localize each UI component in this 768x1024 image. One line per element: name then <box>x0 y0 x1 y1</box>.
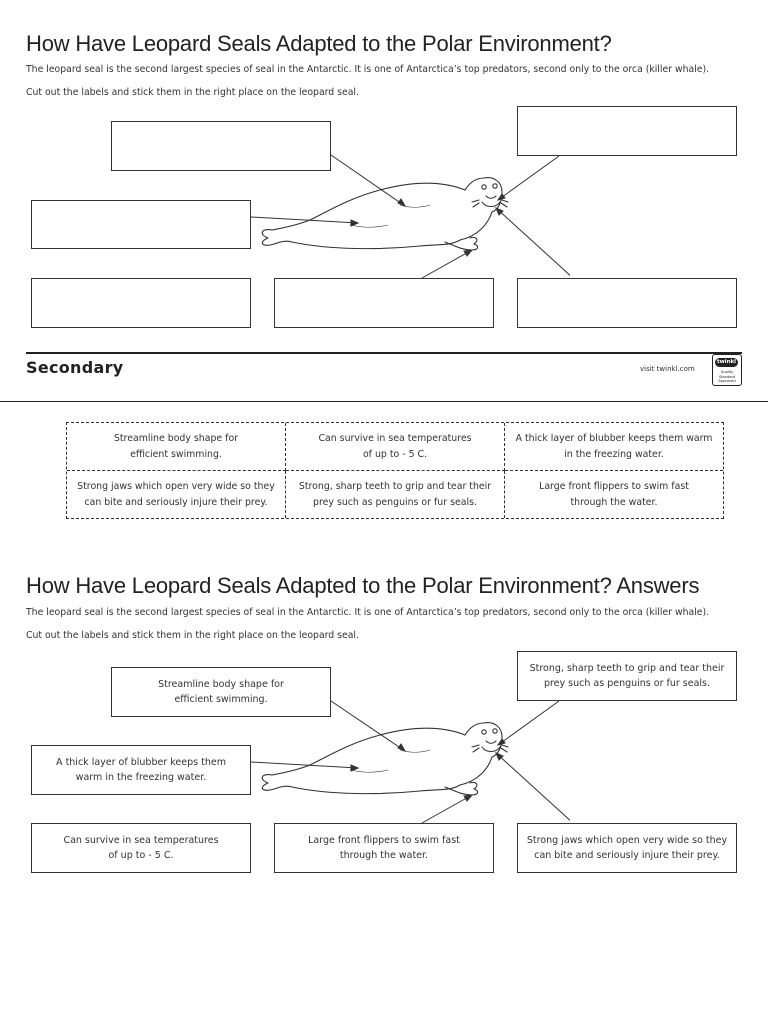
cutout-line: Streamline body shape for <box>113 432 239 444</box>
answer-line: efficient swimming. <box>174 694 268 705</box>
leopard-seal-illustration-1 <box>250 150 570 285</box>
cutout-label-jaws[interactable] <box>67 471 286 518</box>
blank-label-teeth[interactable] <box>517 106 737 156</box>
cutout-line: prey such as penguins or fur seals. <box>313 496 477 508</box>
blank-label-flippers[interactable] <box>274 278 494 328</box>
twinkl-logo <box>712 354 742 386</box>
cutout-line: through the water. <box>570 496 658 508</box>
cutout-labels-grid <box>66 422 724 519</box>
cutout-line: in the freezing water. <box>564 448 664 460</box>
answer-label-jaws <box>517 823 737 873</box>
blank-label-temperature[interactable] <box>31 278 251 328</box>
leopard-seal-illustration-2 <box>250 695 570 830</box>
answers-intro: The leopard seal is the second largest species of seal in the Antarctic. It is one of Antarctica’s top predators, second only to the orca (killer whale). <box>26 607 710 618</box>
worksheet-instruction: Cut out the labels and stick them in the right place on the leopard seal. <box>26 87 359 98</box>
answer-line: prey such as penguins or fur seals. <box>543 678 711 689</box>
answer-line: A thick layer of blubber keeps them <box>56 757 226 768</box>
answer-line: Large front flippers to swim fast <box>308 835 460 846</box>
answer-line: Strong, sharp teeth to grip and tear their <box>529 663 725 674</box>
blank-label-blubber[interactable] <box>31 200 251 249</box>
answer-label-temperature <box>31 823 251 873</box>
blank-label-jaws[interactable] <box>517 278 737 328</box>
answers-instruction: Cut out the labels and stick them in the right place on the leopard seal. <box>26 630 359 641</box>
answer-label-blubber <box>31 745 251 795</box>
logo-text: twinkl <box>716 359 737 365</box>
answer-line: through the water. <box>339 850 429 861</box>
cutout-line: Strong jaws which open very wide so they <box>77 480 275 492</box>
cutout-label-body[interactable] <box>67 423 286 471</box>
cutout-label-teeth[interactable] <box>286 471 505 518</box>
cutout-line: efficient swimming. <box>130 448 222 460</box>
answers-title: How Have Leopard Seals Adapted to the Polar Environment? Answers <box>26 573 700 598</box>
answer-line: can bite and seriously injure their prey. <box>534 850 720 861</box>
answer-label-flippers <box>274 823 494 873</box>
answer-line: warm in the freezing water. <box>75 772 207 783</box>
visit-link[interactable]: visit twinkl.com <box>640 365 695 373</box>
logo-badge-line-2: Approved <box>718 379 736 383</box>
cutout-label-flippers[interactable] <box>505 471 723 518</box>
worksheet-title: How Have Leopard Seals Adapted to the Polar Environment? <box>26 31 612 56</box>
cutout-line: A thick layer of blubber keeps them warm <box>515 432 713 444</box>
answer-label-teeth <box>517 651 737 701</box>
answer-line: Can survive in sea temperatures <box>63 835 219 846</box>
answer-line: Streamline body shape for <box>158 679 284 690</box>
cutout-line: can bite and seriously injure their prey. <box>84 496 268 508</box>
cutout-line: Large front flippers to swim fast <box>539 480 689 492</box>
cutout-label-temperature[interactable] <box>286 423 505 471</box>
footer-rule <box>26 352 742 354</box>
answer-line: of up to - 5 C. <box>108 850 174 861</box>
cutout-line: Strong, sharp teeth to grip and tear their <box>298 480 492 492</box>
stage-label: Secondary <box>26 358 124 377</box>
cutout-line: Can survive in sea temperatures <box>318 432 472 444</box>
page-divider <box>0 401 768 402</box>
cutout-line: of up to - 5 C. <box>362 448 428 460</box>
cutout-label-blubber[interactable] <box>505 423 723 471</box>
logo-badge-line-1: Quality Standard <box>718 370 736 379</box>
worksheet-intro: The leopard seal is the second largest species of seal in the Antarctic. It is one of Antarctica’s top predators, second only to the orca (killer whale). <box>26 64 710 75</box>
answer-line: Strong jaws which open very wide so they <box>526 835 728 846</box>
logo-quality-badge <box>714 370 740 384</box>
